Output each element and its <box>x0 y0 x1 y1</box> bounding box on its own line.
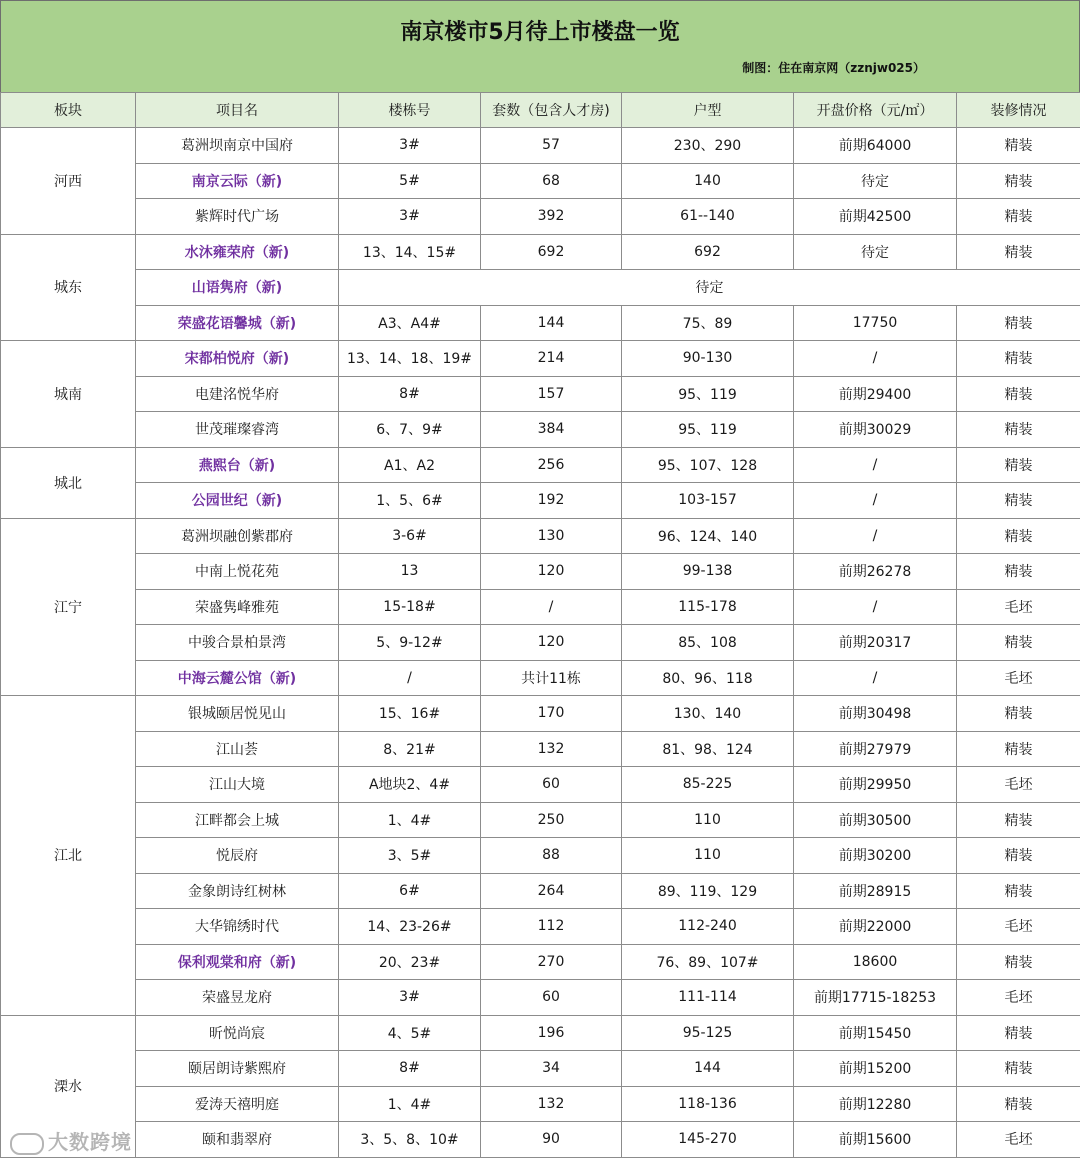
building-cell: 20、23# <box>339 944 481 980</box>
col-header-price: 开盘价格（元/㎡） <box>794 93 957 128</box>
project-name-cell: 荣盛花语馨城（新) <box>136 305 339 341</box>
units-cell: 60 <box>481 767 622 803</box>
decoration-cell: 精装 <box>957 1015 1080 1051</box>
building-cell: 3-6# <box>339 518 481 554</box>
table-row <box>1 589 1080 625</box>
watermark-logo-icon <box>10 1133 44 1155</box>
decoration-cell: 毛坯 <box>957 1122 1080 1158</box>
units-cell: 270 <box>481 944 622 980</box>
unit-type-cell: 130、140 <box>622 696 794 732</box>
price-cell: 前期15600 <box>794 1122 957 1158</box>
project-name-cell: 悦辰府 <box>136 838 339 874</box>
units-cell: 132 <box>481 731 622 767</box>
table-row <box>1 625 1080 661</box>
project-name-cell: 南京云际（新) <box>136 163 339 199</box>
unit-type-cell: 80、96、118 <box>622 660 794 696</box>
decoration-cell: 精装 <box>957 305 1080 341</box>
building-cell: 3# <box>339 199 481 235</box>
unit-type-cell: 96、124、140 <box>622 518 794 554</box>
price-cell: / <box>794 483 957 519</box>
units-cell: 192 <box>481 483 622 519</box>
project-name-cell: 宋都柏悦府（新) <box>136 341 339 377</box>
price-cell: 待定 <box>794 234 957 270</box>
project-name-cell: 颐居朗诗紫熙府 <box>136 1051 339 1087</box>
decoration-cell: 精装 <box>957 873 1080 909</box>
unit-type-cell: 90-130 <box>622 341 794 377</box>
decoration-cell: 精装 <box>957 518 1080 554</box>
project-name-cell: 紫辉时代广场 <box>136 199 339 235</box>
price-cell: 前期15450 <box>794 1015 957 1051</box>
unit-type-cell: 110 <box>622 838 794 874</box>
col-header-building: 楼栋号 <box>339 93 481 128</box>
building-cell: 5、9-12# <box>339 625 481 661</box>
price-cell: 前期22000 <box>794 909 957 945</box>
project-name-cell: 大华锦绣时代 <box>136 909 339 945</box>
project-name-cell: 江畔都会上城 <box>136 802 339 838</box>
decoration-cell: 精装 <box>957 944 1080 980</box>
price-cell: 前期28915 <box>794 873 957 909</box>
col-header-block: 板块 <box>1 93 136 128</box>
project-name-cell: 电建洺悦华府 <box>136 376 339 412</box>
project-name-cell: 江山大境 <box>136 767 339 803</box>
decoration-cell: 精装 <box>957 802 1080 838</box>
building-cell: 13、14、18、19# <box>339 341 481 377</box>
unit-type-cell: 85-225 <box>622 767 794 803</box>
price-cell: 前期27979 <box>794 731 957 767</box>
building-cell: 1、5、6# <box>339 483 481 519</box>
units-cell: 120 <box>481 554 622 590</box>
project-name-cell: 葛洲坝南京中国府 <box>136 128 339 164</box>
decoration-cell: 毛坯 <box>957 767 1080 803</box>
project-name-cell: 昕悦尚宸 <box>136 1015 339 1051</box>
price-cell: 前期30029 <box>794 412 957 448</box>
building-cell: A1、A2 <box>339 447 481 483</box>
project-name-cell: 荣盛昱龙府 <box>136 980 339 1016</box>
table-row <box>1 305 1080 341</box>
decoration-cell: 精装 <box>957 234 1080 270</box>
price-cell: 前期30200 <box>794 838 957 874</box>
building-cell: 13 <box>339 554 481 590</box>
unit-type-cell: 81、98、124 <box>622 731 794 767</box>
building-cell: 15-18# <box>339 589 481 625</box>
unit-type-cell: 118-136 <box>622 1086 794 1122</box>
unit-type-cell: 89、119、129 <box>622 873 794 909</box>
project-name-cell: 金象朗诗红树林 <box>136 873 339 909</box>
project-name-cell: 世茂璀璨睿湾 <box>136 412 339 448</box>
table-row <box>1 696 1080 732</box>
units-cell: 90 <box>481 1122 622 1158</box>
table-row <box>1 873 1080 909</box>
building-cell: 14、23-26# <box>339 909 481 945</box>
project-name-cell: 中骏合景柏景湾 <box>136 625 339 661</box>
units-cell: 384 <box>481 412 622 448</box>
table-row <box>1 731 1080 767</box>
col-header-decoration: 装修情况 <box>957 93 1080 128</box>
decoration-cell: 精装 <box>957 554 1080 590</box>
block-cell: 城东 <box>1 234 136 341</box>
table-row <box>1 270 1080 306</box>
unit-type-cell: 111-114 <box>622 980 794 1016</box>
col-header-unit-type: 户型 <box>622 93 794 128</box>
table-row <box>1 802 1080 838</box>
block-cell: 江北 <box>1 696 136 1016</box>
watermark <box>10 1126 132 1155</box>
block-cell: 溧水 <box>1 1015 136 1157</box>
project-name-cell: 水沐雍荣府（新) <box>136 234 339 270</box>
building-cell: 3、5、8、10# <box>339 1122 481 1158</box>
decoration-cell: 精装 <box>957 1086 1080 1122</box>
price-cell: 前期30500 <box>794 802 957 838</box>
table-row <box>1 980 1080 1016</box>
block-cell: 河西 <box>1 128 136 235</box>
units-cell: 157 <box>481 376 622 412</box>
building-cell: 15、16# <box>339 696 481 732</box>
price-cell: 前期29950 <box>794 767 957 803</box>
table-row <box>1 1086 1080 1122</box>
units-cell: 34 <box>481 1051 622 1087</box>
units-cell: 392 <box>481 199 622 235</box>
project-name-cell: 爱涛天禧明庭 <box>136 1086 339 1122</box>
units-cell: 130 <box>481 518 622 554</box>
building-cell: 1、4# <box>339 802 481 838</box>
project-name-cell: 江山荟 <box>136 731 339 767</box>
unit-type-cell: 144 <box>622 1051 794 1087</box>
table-row <box>1 518 1080 554</box>
price-cell: / <box>794 589 957 625</box>
decoration-cell: 精装 <box>957 838 1080 874</box>
price-cell: 前期42500 <box>794 199 957 235</box>
table-row <box>1 944 1080 980</box>
decoration-cell: 毛坯 <box>957 660 1080 696</box>
building-cell: 13、14、15# <box>339 234 481 270</box>
table-row <box>1 1122 1080 1158</box>
decoration-cell: 精装 <box>957 731 1080 767</box>
project-name-cell: 中南上悦花苑 <box>136 554 339 590</box>
unit-type-cell: 145-270 <box>622 1122 794 1158</box>
unit-type-cell: 99-138 <box>622 554 794 590</box>
header-row <box>1 93 1080 128</box>
unit-type-cell: 76、89、107# <box>622 944 794 980</box>
price-cell: 前期17715-18253 <box>794 980 957 1016</box>
units-cell: 214 <box>481 341 622 377</box>
unit-type-cell: 115-178 <box>622 589 794 625</box>
table-row <box>1 909 1080 945</box>
building-cell: 3# <box>339 980 481 1016</box>
decoration-cell: 毛坯 <box>957 589 1080 625</box>
project-name-cell: 葛洲坝融创紫郡府 <box>136 518 339 554</box>
price-cell: 前期29400 <box>794 376 957 412</box>
table-body <box>1 128 1080 1158</box>
building-cell: / <box>339 660 481 696</box>
decoration-cell: 精装 <box>957 412 1080 448</box>
table-row <box>1 234 1080 270</box>
unit-type-cell: 140 <box>622 163 794 199</box>
price-cell: / <box>794 518 957 554</box>
building-cell: 8# <box>339 1051 481 1087</box>
price-cell: 前期12280 <box>794 1086 957 1122</box>
units-cell: 120 <box>481 625 622 661</box>
building-cell: 4、5# <box>339 1015 481 1051</box>
credit-text: 制图：住在南京网（zznjw025） <box>742 61 925 75</box>
building-cell: 6# <box>339 873 481 909</box>
project-name-cell: 银城颐居悦见山 <box>136 696 339 732</box>
col-header-units: 套数（包含人才房) <box>481 93 622 128</box>
building-cell: 3、5# <box>339 838 481 874</box>
table-row <box>1 767 1080 803</box>
units-cell: 68 <box>481 163 622 199</box>
building-cell: 1、4# <box>339 1086 481 1122</box>
decoration-cell: 精装 <box>957 163 1080 199</box>
project-name-cell: 山语隽府（新) <box>136 270 339 306</box>
price-cell: 前期64000 <box>794 128 957 164</box>
unit-type-cell: 95、119 <box>622 376 794 412</box>
project-name-cell: 颐和翡翠府 <box>136 1122 339 1158</box>
table-row <box>1 341 1080 377</box>
page-title: 南京楼市5月待上市楼盘一览 <box>400 20 680 45</box>
price-cell: / <box>794 341 957 377</box>
decoration-cell: 精装 <box>957 483 1080 519</box>
project-name-cell: 燕熙台（新) <box>136 447 339 483</box>
table-row <box>1 660 1080 696</box>
project-name-cell: 公园世纪（新) <box>136 483 339 519</box>
units-cell: 692 <box>481 234 622 270</box>
units-cell: 57 <box>481 128 622 164</box>
table-row <box>1 163 1080 199</box>
units-cell: 170 <box>481 696 622 732</box>
building-cell: 8# <box>339 376 481 412</box>
unit-type-cell: 103-157 <box>622 483 794 519</box>
building-cell: A3、A4# <box>339 305 481 341</box>
decoration-cell: 精装 <box>957 696 1080 732</box>
unit-type-cell: 692 <box>622 234 794 270</box>
price-cell: 前期20317 <box>794 625 957 661</box>
units-cell: 132 <box>481 1086 622 1122</box>
decoration-cell: 精装 <box>957 199 1080 235</box>
building-cell: A地块2、4# <box>339 767 481 803</box>
decoration-cell: 精装 <box>957 625 1080 661</box>
units-cell: 112 <box>481 909 622 945</box>
table-row <box>1 838 1080 874</box>
price-cell: 前期15200 <box>794 1051 957 1087</box>
block-cell: 江宁 <box>1 518 136 696</box>
unit-type-cell: 110 <box>622 802 794 838</box>
table-row <box>1 199 1080 235</box>
listing-table <box>0 92 1080 1158</box>
units-cell: 88 <box>481 838 622 874</box>
unit-type-cell: 85、108 <box>622 625 794 661</box>
price-cell: 前期26278 <box>794 554 957 590</box>
watermark-text: 大数跨境 <box>48 1130 132 1154</box>
unit-type-cell: 95-125 <box>622 1015 794 1051</box>
price-cell: 17750 <box>794 305 957 341</box>
units-cell: 60 <box>481 980 622 1016</box>
unit-type-cell: 95、107、128 <box>622 447 794 483</box>
units-cell: 256 <box>481 447 622 483</box>
unit-type-cell: 230、290 <box>622 128 794 164</box>
table-row <box>1 1015 1080 1051</box>
table-row <box>1 483 1080 519</box>
decoration-cell: 精装 <box>957 341 1080 377</box>
price-cell: / <box>794 660 957 696</box>
table-header-banner <box>0 0 1080 94</box>
unit-type-cell: 112-240 <box>622 909 794 945</box>
table-row <box>1 128 1080 164</box>
price-cell: 前期30498 <box>794 696 957 732</box>
decoration-cell: 精装 <box>957 1051 1080 1087</box>
project-name-cell: 保利观棠和府（新) <box>136 944 339 980</box>
decoration-cell: 精装 <box>957 447 1080 483</box>
price-cell: 待定 <box>794 163 957 199</box>
table-row <box>1 1051 1080 1087</box>
table-row <box>1 376 1080 412</box>
table-row <box>1 412 1080 448</box>
block-cell: 城南 <box>1 341 136 448</box>
col-header-project: 项目名 <box>136 93 339 128</box>
unit-type-cell: 75、89 <box>622 305 794 341</box>
building-cell: 6、7、9# <box>339 412 481 448</box>
decoration-cell: 毛坯 <box>957 980 1080 1016</box>
decoration-cell: 毛坯 <box>957 909 1080 945</box>
units-cell: 250 <box>481 802 622 838</box>
building-cell: 3# <box>339 128 481 164</box>
units-cell: 共计11栋 <box>481 660 622 696</box>
price-cell: 18600 <box>794 944 957 980</box>
building-cell: 8、21# <box>339 731 481 767</box>
table-row <box>1 447 1080 483</box>
project-name-cell: 荣盛隽峰雅苑 <box>136 589 339 625</box>
building-cell: 5# <box>339 163 481 199</box>
project-name-cell: 中海云麓公馆（新) <box>136 660 339 696</box>
merged-status-cell: 待定 <box>339 270 1080 306</box>
units-cell: 144 <box>481 305 622 341</box>
price-cell: / <box>794 447 957 483</box>
unit-type-cell: 95、119 <box>622 412 794 448</box>
decoration-cell: 精装 <box>957 376 1080 412</box>
decoration-cell: 精装 <box>957 128 1080 164</box>
units-cell: 264 <box>481 873 622 909</box>
unit-type-cell: 61--140 <box>622 199 794 235</box>
block-cell: 城北 <box>1 447 136 518</box>
table-row <box>1 554 1080 590</box>
units-cell: 196 <box>481 1015 622 1051</box>
units-cell: / <box>481 589 622 625</box>
